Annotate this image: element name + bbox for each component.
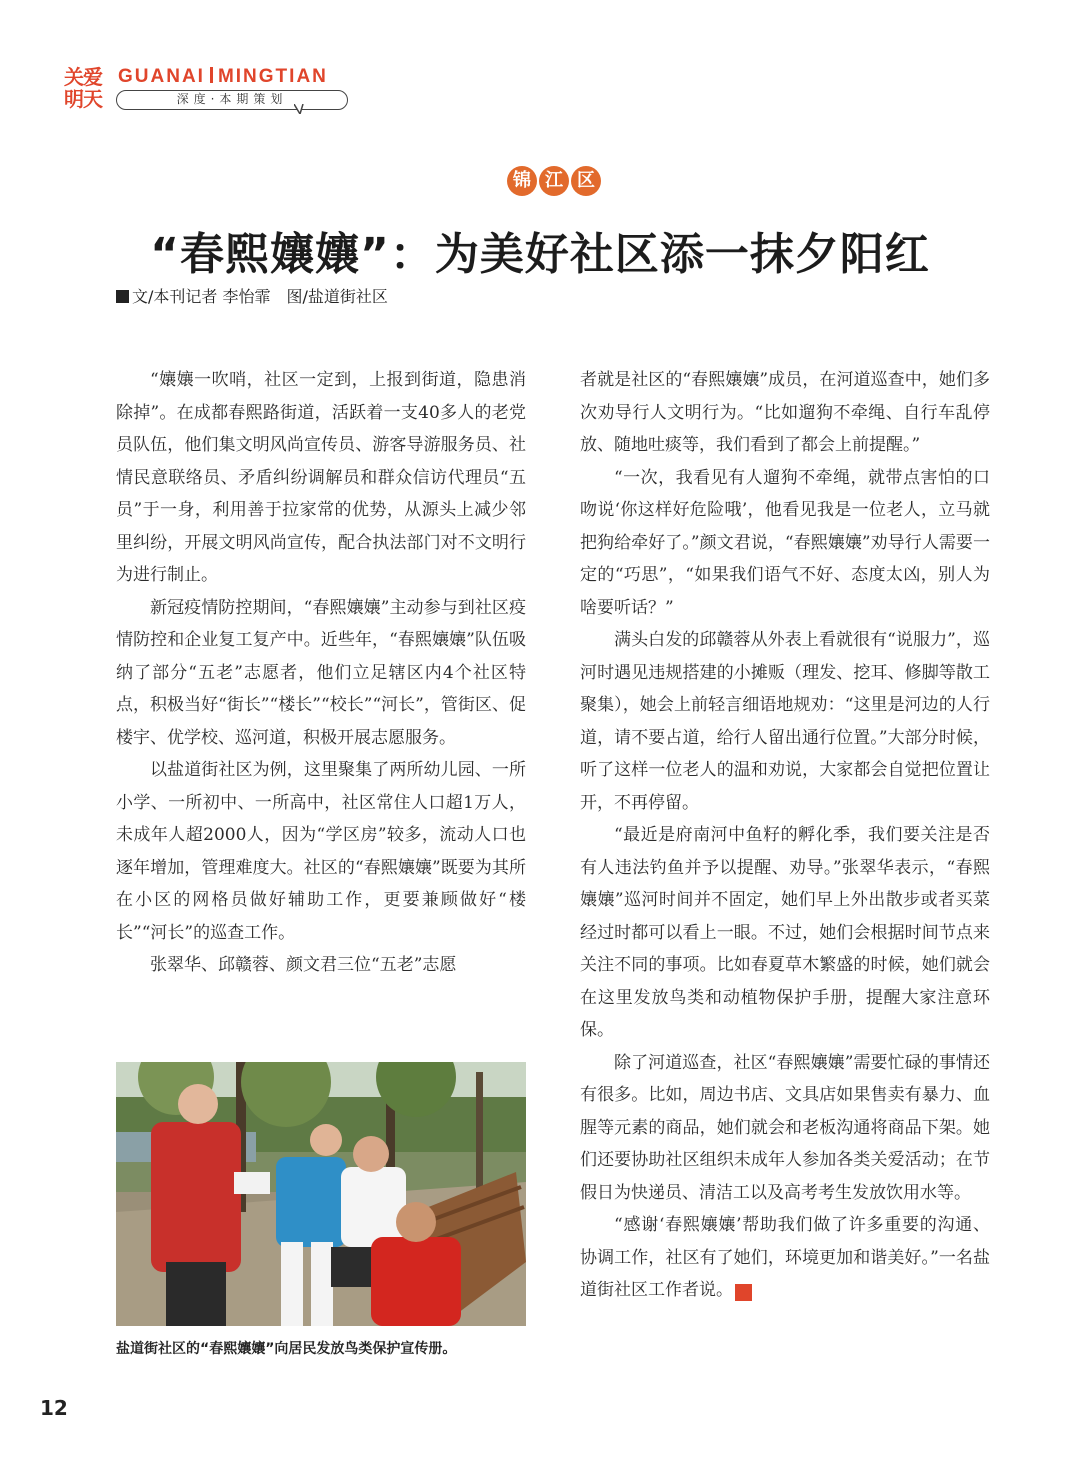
section-label: 深度·本期策划	[116, 90, 348, 110]
district-char: 区	[571, 166, 601, 196]
body-paragraph-continued: 者就是社区的“春熙孃孃”成员，在河道巡查中，她们多次劝导行人文明行为。“比如遛狗不牵绳、自行车乱停放、随地吐痰等，我们看到了都会上前提醒。”	[580, 370, 990, 455]
article-photo	[116, 1062, 526, 1326]
end-mark-icon: 关	[735, 1284, 752, 1301]
speech-tail-icon	[294, 104, 306, 114]
left-column	[116, 364, 526, 982]
district-badge	[507, 166, 601, 196]
body-paragraph: 新冠疫情防控期间，“春熙孃孃”主动参与到社区疫情防控和企业复工复产中。近些年，“春熙孃孃”队伍吸纳了部分“五老”志愿者，他们立足辖区内4个社区特点，积极当好“街长”“楼长”“校长”“河长”，管街区、促楼宇、优学校、巡河道，积极开展志愿服务。	[116, 597, 526, 748]
byline-square-icon	[116, 290, 129, 303]
page-number: 12	[40, 1396, 68, 1420]
body-paragraph: 以盐道街社区为例，这里聚集了两所幼儿园、一所小学、一所初中、一所高中，社区常住人口超1万人，未成年人超2000人，因为“学区房”较多，流动人口也逐年增加，管理难度大。社区的“春熙孃孃”既要为其所在小区的网格员做好辅助工作，更要兼顾做好“楼长”“河长”的巡查工作。	[116, 760, 526, 943]
photo-caption: 盐道街社区的“春熙孃孃”向居民发放鸟类保护宣传册。	[116, 1341, 457, 1357]
body-paragraph: “一次，我看见有人遛狗不牵绳，就带点害怕的口吻说‘你这样好危险哦’，他看见我是一位老人，立马就把狗给牵好了。”颜文君说，“春熙孃孃”劝导行人需要一定的“巧思”，“如果我们语气不好、态度太凶，别人为啥要听话？”	[580, 467, 990, 618]
magazine-brand	[64, 66, 364, 120]
district-char: 锦	[507, 166, 537, 196]
byline-text: 文/本刊记者 李怡霏 图/盐道街社区	[132, 287, 388, 306]
body-paragraph: 除了河道巡查，社区“春熙孃孃”需要忙碌的事情还有很多。比如，周边书店、文具店如果售卖有暴力、血腥等元素的商品，她们就会和老板沟通将商品下架。她们还要协助社区组织未成年人参加各类关爱活动；在节假日为快递员、清洁工以及高考考生发放饮用水等。	[580, 1052, 990, 1203]
brand-en-right: MINGTIAN	[217, 66, 328, 87]
body-paragraph: “孃孃一吹哨，社区一定到，上报到街道，隐患消除掉”。在成都春熙路街道，活跃着一支40多人的老党员队伍，他们集文明风尚宣传员、游客导游服务员、社情民意联络员、矛盾纠纷调解员和群众信访代理员“五员”于一身，利用善于拉家常的优势，从源头上减少邻里纠纷，开展文明风尚宣传，配合执法部门对不文明行为进行制止。	[116, 370, 526, 585]
right-column	[580, 364, 990, 1307]
brand-en-left: GUANAI	[118, 66, 205, 87]
brand-logo-cn	[64, 66, 108, 110]
district-char: 江	[539, 166, 569, 196]
body-paragraph: 张翠华、邱赣蓉、颜文君三位“五老”志愿	[150, 955, 457, 975]
body-paragraph: 满头白发的邱赣蓉从外表上看就很有“说服力”，巡河时遇见违规搭建的小摊贩（理发、挖耳、修脚等散工聚集），她会上前轻言细语地规劝：“这里是河边的人行道，请不要占道，给行人留出通行位置。”大部分时候，听了这样一位老人的温和劝说，大家都会自觉把位置让开，不再停留。	[580, 630, 990, 813]
article-byline	[116, 284, 388, 307]
brand-cn-line1: 关爱	[64, 65, 102, 89]
brand-separator	[210, 67, 213, 83]
body-paragraph-last	[580, 1209, 990, 1307]
last-paragraph-text: “感谢‘春熙孃孃’帮助我们做了许多重要的沟通、协调工作，社区有了她们，环境更加和谐美好。”一名盐道街社区工作者说。	[580, 1215, 990, 1300]
park-scene-image	[116, 1062, 526, 1326]
brand-cn-line2: 明天	[64, 87, 102, 111]
brand-logo-en	[118, 66, 328, 88]
article-title: “春熙孃孃”：为美好社区添一抹夕阳红	[150, 229, 930, 280]
body-paragraph: “最近是府南河中鱼籽的孵化季，我们要关注是否有人违法钓鱼并予以提醒、劝导。”张翠华表示，“春熙孃孃”巡河时间并不固定，她们早上外出散步或者买菜经过时都可以看上一眼。不过，她们会根据时间节点来关注不同的事项。比如春夏草木繁盛的时候，她们就会在这里发放鸟类和动植物保护手册，提醒大家注意环保。	[580, 825, 990, 1040]
